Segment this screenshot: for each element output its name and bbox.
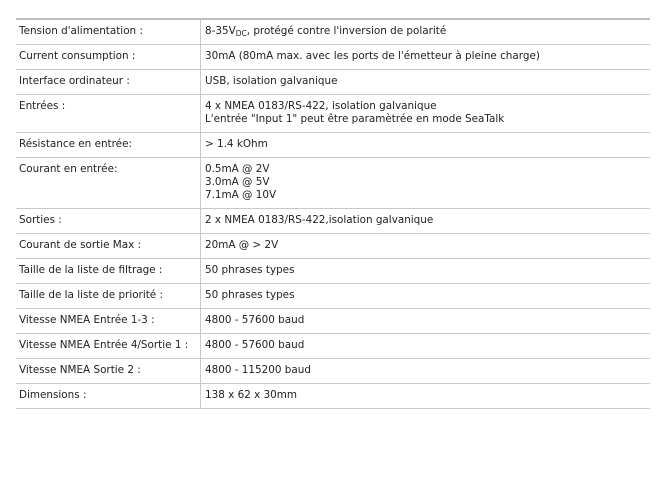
spec-value-suffix: , protégé contre l'inversion de polarité [246, 25, 447, 37]
spec-value-line: 2 x NMEA 0183/RS-422,isolation galvanique [205, 214, 434, 226]
spec-row-inputs [16, 95, 650, 133]
spec-value-line: 50 phrases types [205, 289, 295, 301]
spec-value-line: USB, isolation galvanique [205, 75, 338, 87]
spec-label: Sorties : [16, 209, 201, 234]
specifications-table [16, 18, 650, 409]
spec-row-max-output-current [16, 234, 650, 259]
spec-row-supply-voltage [16, 19, 650, 45]
spec-row-priority-list-size [16, 284, 650, 309]
spec-row-current-consumption [16, 45, 650, 70]
spec-value-line: 7.1mA @ 10V [205, 189, 277, 201]
spec-label: Vitesse NMEA Sortie 2 : [16, 359, 201, 384]
spec-label: Courant de sortie Max : [16, 234, 201, 259]
spec-value-line: 4 x NMEA 0183/RS-422, isolation galvanique [205, 100, 437, 112]
spec-value [201, 19, 651, 45]
spec-value [201, 284, 651, 309]
spec-value-line: L'entrée "Input 1" peut être paramètrée en mode SeaTalk [205, 113, 505, 125]
spec-value [201, 95, 651, 133]
spec-label: Entrées : [16, 95, 201, 133]
spec-value-line: 4800 - 57600 baud [205, 314, 305, 326]
spec-label: Courant en entrée: [16, 158, 201, 209]
spec-label: Interface ordinateur : [16, 70, 201, 95]
spec-row-input-resistance [16, 133, 650, 158]
spec-value [201, 359, 651, 384]
spec-row-filter-list-size [16, 259, 650, 284]
spec-value [201, 309, 651, 334]
spec-row-computer-interface [16, 70, 650, 95]
spec-value [201, 158, 651, 209]
spec-value [201, 133, 651, 158]
spec-value-line: 0.5mA @ 2V [205, 163, 270, 175]
spec-label: Taille de la liste de filtrage : [16, 259, 201, 284]
spec-value-line: 4800 - 57600 baud [205, 339, 305, 351]
spec-value [201, 234, 651, 259]
spec-value [201, 70, 651, 95]
spec-value [201, 384, 651, 409]
spec-value [201, 209, 651, 234]
spec-value [201, 334, 651, 359]
spec-label: Dimensions : [16, 384, 201, 409]
spec-label: Résistance en entrée: [16, 133, 201, 158]
spec-value-line: 4800 - 115200 baud [205, 364, 311, 376]
spec-value [201, 45, 651, 70]
spec-label: Current consumption : [16, 45, 201, 70]
spec-row-input-current [16, 158, 650, 209]
spec-row-nmea-input-1-3-speed [16, 309, 650, 334]
spec-value-line: > 1.4 kOhm [205, 138, 268, 150]
spec-value-line: 138 x 62 x 30mm [205, 389, 298, 401]
spec-row-nmea-input-4-output-1-speed [16, 334, 650, 359]
spec-value-line: 20mA @ > 2V [205, 239, 279, 251]
spec-row-outputs [16, 209, 650, 234]
spec-value-prefix: 8-35V [205, 25, 236, 37]
spec-value-line: 30mA (80mA max. avec les ports de l'émetteur à pleine charge) [205, 50, 540, 62]
spec-value-line: 50 phrases types [205, 264, 295, 276]
spec-label: Vitesse NMEA Entrée 4/Sortie 1 : [16, 334, 201, 359]
spec-value-line: 3.0mA @ 5V [205, 176, 270, 188]
spec-label: Vitesse NMEA Entrée 1-3 : [16, 309, 201, 334]
spec-row-dimensions [16, 384, 650, 409]
spec-label: Tension d'alimentation : [16, 19, 201, 45]
spec-row-nmea-output-2-speed [16, 359, 650, 384]
spec-value [201, 259, 651, 284]
spec-label: Taille de la liste de priorité : [16, 284, 201, 309]
spec-value-subscript: DC [235, 29, 247, 38]
